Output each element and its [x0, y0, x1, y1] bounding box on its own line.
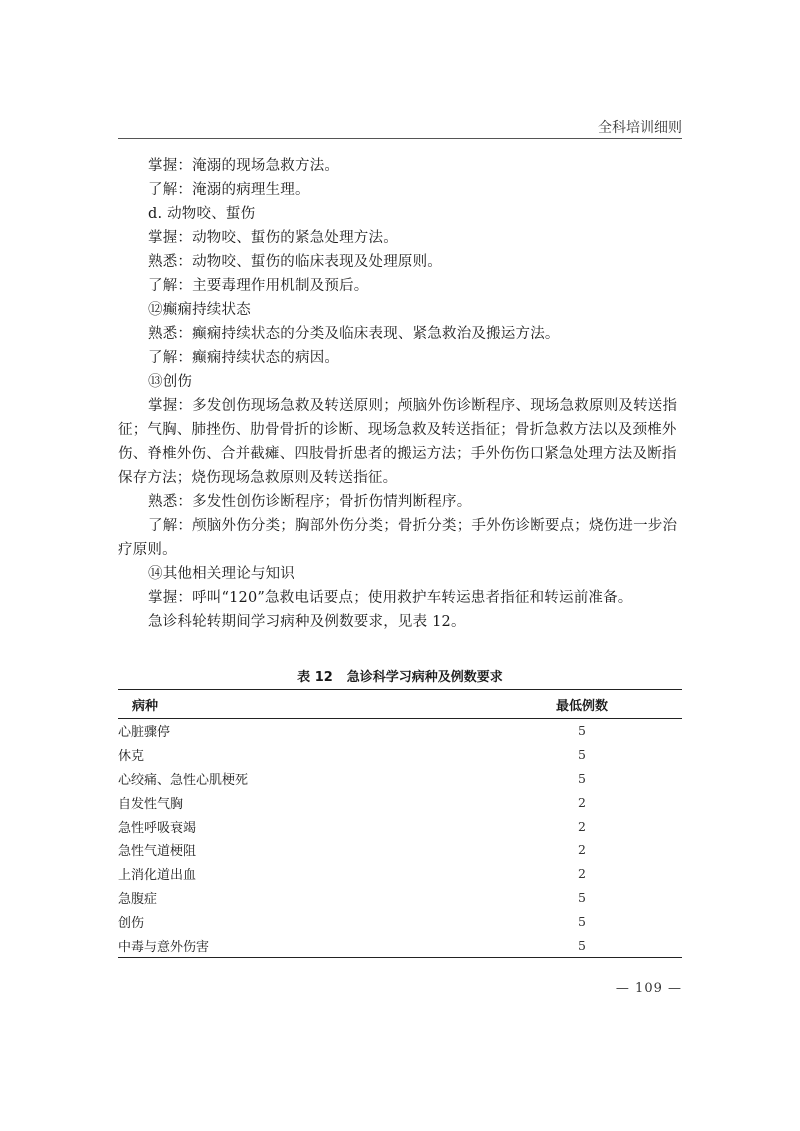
section-heading: ⑬创伤	[148, 374, 193, 390]
cell-disease: 自发性气胸	[118, 796, 184, 812]
paragraph: 掌握：呼叫“120”急救电话要点；使用救护车转运患者指征和转运前准备。	[148, 590, 633, 606]
paragraph: 急诊科轮转期间学习病种及例数要求，见表 12。	[148, 614, 466, 630]
paragraph: 了解：主要毒理作用机制及预后。	[148, 278, 369, 294]
table-caption-title: 急诊科学习病种及例数要求	[346, 670, 503, 685]
body-text	[118, 154, 682, 634]
paragraph: 了解：颅脑外伤分类；胸部外伤分类；骨折分类；手外伤诊断要点；烧伤进一步治疗原则。	[118, 518, 678, 558]
cell-disease: 心脏骤停	[118, 725, 171, 741]
table-row	[118, 909, 682, 933]
cell-min-count: 5	[578, 913, 586, 929]
table-row	[118, 767, 682, 791]
cell-min-count: 5	[578, 723, 586, 739]
table-row	[118, 814, 682, 838]
cell-disease: 心绞痛、急性心肌梗死	[118, 772, 249, 788]
table-row	[118, 719, 682, 743]
cell-min-count: 5	[578, 889, 586, 905]
cell-disease: 急腹症	[118, 891, 158, 907]
cell-min-count: 2	[578, 842, 586, 858]
header-rule	[118, 138, 682, 139]
cell-min-count: 5	[578, 747, 586, 763]
running-header: 全科培训细则	[598, 120, 682, 136]
cell-min-count: 5	[482, 933, 682, 957]
table-row	[118, 933, 682, 957]
cell-disease: 休克	[118, 749, 145, 765]
section-heading: ⑫癫痫持续状态	[148, 302, 251, 318]
table-caption-number: 表 12	[297, 670, 333, 685]
table-header-row	[118, 690, 682, 719]
paragraph: 了解：癫痫持续状态的病因。	[148, 350, 340, 366]
paragraph: 熟悉：动物咬、蜇伤的临床表现及处理原则。	[148, 254, 442, 270]
cell-disease: 中毒与意外伤害	[118, 933, 482, 957]
cell-min-count: 5	[578, 770, 586, 786]
header-disease: 病种	[118, 690, 482, 719]
table-row	[118, 886, 682, 910]
paragraph: 掌握：动物咬、蜇伤的紧急处理方法。	[148, 230, 398, 246]
paragraph: 掌握：淹溺的现场急救方法。	[148, 158, 340, 174]
cell-disease: 创伤	[118, 915, 145, 931]
page-number: — 109 —	[615, 981, 682, 996]
cell-min-count: 2	[578, 818, 586, 834]
table-row	[118, 862, 682, 886]
cell-min-count: 2	[578, 866, 586, 882]
section-heading: ⑭其他相关理论与知识	[148, 566, 295, 582]
paragraph: 熟悉：多发性创伤诊断程序；骨折伤情判断程序。	[148, 494, 472, 510]
paragraph: 熟悉：癫痫持续状态的分类及临床表现、紧急救治及搬运方法。	[148, 326, 560, 342]
cell-disease: 急性气道梗阻	[118, 844, 197, 860]
disease-count-table	[118, 689, 682, 958]
table-row	[118, 838, 682, 862]
table-row	[118, 790, 682, 814]
cell-disease: 急性呼吸衰竭	[118, 820, 197, 836]
table-row	[118, 743, 682, 767]
header-min-count: 最低例数	[482, 690, 682, 719]
paragraph: d. 动物咬、蜇伤	[148, 206, 256, 222]
table-caption	[118, 666, 682, 685]
paragraph: 掌握：多发创伤现场急救及转送原则；颅脑外伤诊断程序、现场急救原则及转送指征；气胸、肺挫伤、肋骨骨折的诊断、现场急救及转送指征；骨折急救方法以及颈椎外伤、脊椎外伤、合并截瘫、四肢骨折患者的搬运方法；手外伤伤口紧急处理方法及断指保存方法；烧伤现场急救原则及转送指征。	[118, 398, 678, 486]
paragraph: 了解：淹溺的病理生理。	[148, 182, 310, 198]
cell-disease: 上消化道出血	[118, 868, 197, 884]
cell-min-count: 2	[578, 794, 586, 810]
